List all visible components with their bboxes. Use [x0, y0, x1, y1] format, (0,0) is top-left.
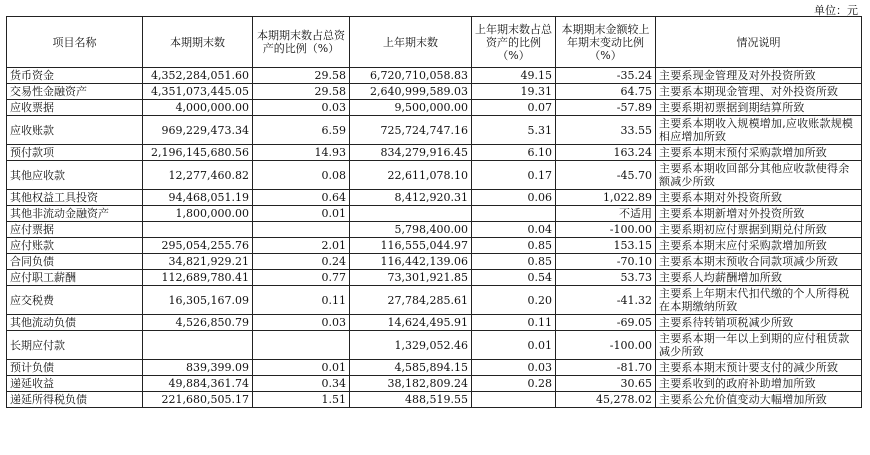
- prior-end-cell: 488,519.55: [350, 392, 472, 408]
- explanation-cell: 主要系本期一年以上到期的应付租赁款减少所致: [656, 331, 862, 360]
- prior-end-cell: 73,301,921.85: [350, 270, 472, 286]
- prior-end-cell: 116,442,139.06: [350, 254, 472, 270]
- current-ratio-cell: 0.03: [253, 100, 350, 116]
- current-ratio-cell: 0.03: [253, 315, 350, 331]
- item-name-cell: 递延收益: [7, 376, 143, 392]
- explanation-cell: 主要系本期末预付采购款增加所致: [656, 145, 862, 161]
- prior-end-cell: 6,720,710,058.83: [350, 68, 472, 84]
- current-ratio-cell: 1.51: [253, 392, 350, 408]
- change-ratio-cell: -41.32: [556, 286, 656, 315]
- unit-label: 单位：元: [814, 4, 858, 17]
- change-ratio-cell: -100.00: [556, 222, 656, 238]
- prior-end-cell: 4,585,894.15: [350, 360, 472, 376]
- prior-ratio-cell: 0.28: [472, 376, 556, 392]
- change-ratio-cell: -35.24: [556, 68, 656, 84]
- current-ratio-cell: [253, 222, 350, 238]
- prior-ratio-cell: 0.04: [472, 222, 556, 238]
- item-name-cell: 应付账款: [7, 238, 143, 254]
- prior-end-cell: 5,798,400.00: [350, 222, 472, 238]
- current-ratio-cell: 0.11: [253, 286, 350, 315]
- prior-ratio-cell: 0.17: [472, 161, 556, 190]
- item-name-cell: 长期应付款: [7, 331, 143, 360]
- change-ratio-cell: -57.89: [556, 100, 656, 116]
- explanation-cell: 主要系现金管理及对外投资所致: [656, 68, 862, 84]
- change-ratio-cell: 45,278.02: [556, 392, 656, 408]
- explanation-cell: 主要系期初应付票据到期兑付所致: [656, 222, 862, 238]
- current-end-cell: 295,054,255.76: [143, 238, 253, 254]
- balance-sheet-change-table: [6, 16, 862, 408]
- explanation-cell: 主要系期初票据到期结算所致: [656, 100, 862, 116]
- current-ratio-cell: 0.08: [253, 161, 350, 190]
- change-ratio-cell: 30.65: [556, 376, 656, 392]
- prior-ratio-cell: 0.54: [472, 270, 556, 286]
- header-current-ratio: 本期期末数占总资产的比例（%）: [253, 17, 350, 68]
- current-end-cell: 4,351,073,445.05: [143, 84, 253, 100]
- item-name-cell: 合同负债: [7, 254, 143, 270]
- table-row: [7, 254, 862, 270]
- current-end-cell: 1,800,000.00: [143, 206, 253, 222]
- current-end-cell: 2,196,145,680.56: [143, 145, 253, 161]
- header-prior-ratio: 上年期末数占总资产的比例（%）: [472, 17, 556, 68]
- item-name-cell: 应交税费: [7, 286, 143, 315]
- current-end-cell: 49,884,361.74: [143, 376, 253, 392]
- prior-end-cell: 725,724,747.16: [350, 116, 472, 145]
- change-ratio-cell: 不适用: [556, 206, 656, 222]
- prior-ratio-cell: 5.31: [472, 116, 556, 145]
- explanation-cell: 主要系人均薪酬增加所致: [656, 270, 862, 286]
- explanation-cell: 主要系本期现金管理、对外投资所致: [656, 84, 862, 100]
- item-name-cell: 其他流动负债: [7, 315, 143, 331]
- current-ratio-cell: 0.77: [253, 270, 350, 286]
- prior-end-cell: 9,500,000.00: [350, 100, 472, 116]
- table-row: [7, 376, 862, 392]
- prior-ratio-cell: 49.15: [472, 68, 556, 84]
- table-row: [7, 270, 862, 286]
- prior-end-cell: 8,412,920.31: [350, 190, 472, 206]
- item-name-cell: 其他应收款: [7, 161, 143, 190]
- item-name-cell: 递延所得税负债: [7, 392, 143, 408]
- explanation-cell: 主要系本期收入规模增加,应收账款规模相应增加所致: [656, 116, 862, 145]
- prior-ratio-cell: 0.01: [472, 331, 556, 360]
- current-end-cell: 969,229,473.34: [143, 116, 253, 145]
- current-ratio-cell: 6.59: [253, 116, 350, 145]
- table-row: [7, 161, 862, 190]
- table-row: [7, 222, 862, 238]
- item-name-cell: 货币资金: [7, 68, 143, 84]
- prior-ratio-cell: 0.20: [472, 286, 556, 315]
- prior-ratio-cell: 0.85: [472, 254, 556, 270]
- change-ratio-cell: -70.10: [556, 254, 656, 270]
- current-ratio-cell: 0.01: [253, 360, 350, 376]
- change-ratio-cell: 153.15: [556, 238, 656, 254]
- current-end-cell: 112,689,780.41: [143, 270, 253, 286]
- table-row: [7, 206, 862, 222]
- explanation-cell: 主要系本期对外投资所致: [656, 190, 862, 206]
- explanation-cell: 主要系待转销项税减少所致: [656, 315, 862, 331]
- table-row: [7, 84, 862, 100]
- change-ratio-cell: -45.70: [556, 161, 656, 190]
- current-ratio-cell: 0.34: [253, 376, 350, 392]
- current-end-cell: 4,000,000.00: [143, 100, 253, 116]
- item-name-cell: 应收票据: [7, 100, 143, 116]
- table-row: [7, 100, 862, 116]
- current-end-cell: 94,468,051.19: [143, 190, 253, 206]
- current-end-cell: 12,277,460.82: [143, 161, 253, 190]
- table-row: [7, 360, 862, 376]
- change-ratio-cell: 33.55: [556, 116, 656, 145]
- current-ratio-cell: 2.01: [253, 238, 350, 254]
- current-ratio-cell: 29.58: [253, 68, 350, 84]
- table-row: [7, 238, 862, 254]
- change-ratio-cell: 64.75: [556, 84, 656, 100]
- prior-end-cell: 38,182,809.24: [350, 376, 472, 392]
- current-ratio-cell: 14.93: [253, 145, 350, 161]
- table-row: [7, 392, 862, 408]
- prior-end-cell: 14,624,495.91: [350, 315, 472, 331]
- prior-ratio-cell: [472, 392, 556, 408]
- current-ratio-cell: 29.58: [253, 84, 350, 100]
- prior-ratio-cell: 0.03: [472, 360, 556, 376]
- explanation-cell: 主要系公允价值变动大幅增加所致: [656, 392, 862, 408]
- explanation-cell: 主要系本期末预收合同款项减少所致: [656, 254, 862, 270]
- prior-ratio-cell: 19.31: [472, 84, 556, 100]
- explanation-cell: 主要系本期末应付采购款增加所致: [656, 238, 862, 254]
- current-end-cell: 4,526,850.79: [143, 315, 253, 331]
- explanation-cell: 主要系本期末预计要支付的减少所致: [656, 360, 862, 376]
- prior-end-cell: 22,611,078.10: [350, 161, 472, 190]
- prior-ratio-cell: 0.85: [472, 238, 556, 254]
- table-row: [7, 331, 862, 360]
- header-current-end: 本期期末数: [143, 17, 253, 68]
- item-name-cell: 预计负债: [7, 360, 143, 376]
- prior-ratio-cell: [472, 206, 556, 222]
- item-name-cell: 预付款项: [7, 145, 143, 161]
- prior-ratio-cell: 0.06: [472, 190, 556, 206]
- change-ratio-cell: 1,022.89: [556, 190, 656, 206]
- prior-end-cell: [350, 206, 472, 222]
- prior-end-cell: 1,329,052.46: [350, 331, 472, 360]
- current-end-cell: 34,821,929.21: [143, 254, 253, 270]
- prior-end-cell: 2,640,999,589.03: [350, 84, 472, 100]
- change-ratio-cell: -69.05: [556, 315, 656, 331]
- table-row: [7, 68, 862, 84]
- header-explanation: 情况说明: [656, 17, 862, 68]
- header-change-ratio: 本期期末金额较上年期末变动比例（%）: [556, 17, 656, 68]
- item-name-cell: 应付票据: [7, 222, 143, 238]
- item-name-cell: 应收账款: [7, 116, 143, 145]
- change-ratio-cell: -100.00: [556, 331, 656, 360]
- prior-ratio-cell: 6.10: [472, 145, 556, 161]
- table-row: [7, 315, 862, 331]
- explanation-cell: 主要系本期收回部分其他应收款使得余额减少所致: [656, 161, 862, 190]
- current-end-cell: 221,680,505.17: [143, 392, 253, 408]
- header-item-name: 项目名称: [7, 17, 143, 68]
- table-header-row: [7, 17, 862, 68]
- current-ratio-cell: 0.24: [253, 254, 350, 270]
- explanation-cell: 主要系收到的政府补助增加所致: [656, 376, 862, 392]
- prior-end-cell: 834,279,916.45: [350, 145, 472, 161]
- current-ratio-cell: 0.64: [253, 190, 350, 206]
- item-name-cell: 其他权益工具投资: [7, 190, 143, 206]
- table-row: [7, 286, 862, 315]
- table-row: [7, 145, 862, 161]
- change-ratio-cell: 53.73: [556, 270, 656, 286]
- prior-end-cell: 116,555,044.97: [350, 238, 472, 254]
- change-ratio-cell: 163.24: [556, 145, 656, 161]
- item-name-cell: 其他非流动金融资产: [7, 206, 143, 222]
- current-end-cell: 839,399.09: [143, 360, 253, 376]
- item-name-cell: 应付职工薪酬: [7, 270, 143, 286]
- header-prior-end: 上年期末数: [350, 17, 472, 68]
- item-name-cell: 交易性金融资产: [7, 84, 143, 100]
- table-row: [7, 116, 862, 145]
- change-ratio-cell: -81.70: [556, 360, 656, 376]
- current-end-cell: 4,352,284,051.60: [143, 68, 253, 84]
- current-end-cell: [143, 222, 253, 238]
- explanation-cell: 主要系上年期末代扣代缴的个人所得税在本期缴纳所致: [656, 286, 862, 315]
- prior-ratio-cell: 0.11: [472, 315, 556, 331]
- current-ratio-cell: [253, 331, 350, 360]
- prior-end-cell: 27,784,285.61: [350, 286, 472, 315]
- prior-ratio-cell: 0.07: [472, 100, 556, 116]
- table-row: [7, 190, 862, 206]
- current-ratio-cell: 0.01: [253, 206, 350, 222]
- current-end-cell: 16,305,167.09: [143, 286, 253, 315]
- explanation-cell: 主要系本期新增对外投资所致: [656, 206, 862, 222]
- current-end-cell: [143, 331, 253, 360]
